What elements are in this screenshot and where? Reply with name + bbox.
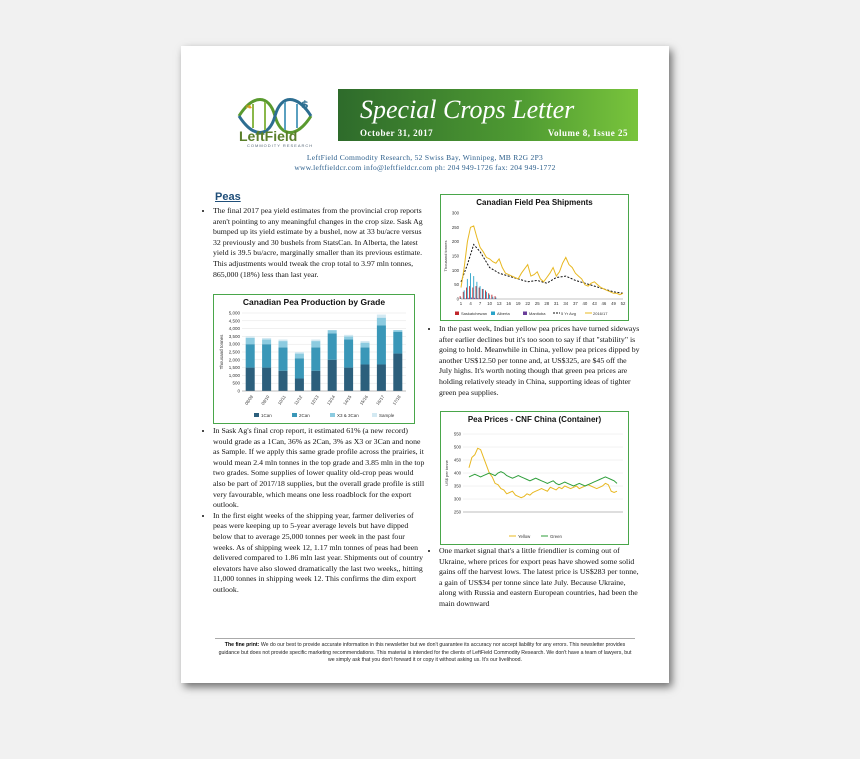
series-line <box>461 226 623 295</box>
x-tick-label: 52 <box>620 301 626 306</box>
x-tick-label: 08/09 <box>243 394 255 406</box>
bar <box>476 286 477 299</box>
legend-label: Saskatchewan <box>461 311 488 316</box>
bar-segment <box>311 340 320 342</box>
bar-segment <box>311 347 320 370</box>
issue-date: October 31, 2017 <box>360 128 434 138</box>
bar-segment <box>278 340 287 342</box>
x-tick-label: 40 <box>582 301 588 306</box>
bar <box>470 273 471 299</box>
y-tick-label: 1,000 <box>228 372 240 378</box>
bar <box>492 297 493 299</box>
legend-label: 5 Yr Avg <box>561 311 576 316</box>
bar <box>469 286 470 299</box>
y-tick-label: 4,000 <box>228 326 240 332</box>
bar-segment <box>344 336 353 339</box>
bar <box>474 298 475 299</box>
y-tick-label: 200 <box>451 239 459 245</box>
x-tick-label: 16 <box>506 301 512 306</box>
bar-segment <box>246 344 255 367</box>
legend-swatch <box>523 312 527 316</box>
list-item: • The final 2017 pea yield estimates from the provincial crop reports aren't pointing to any meaningful changes in the crop size. Sask Ag bumped up its yield estimate by a bushel, now at 33 bu/acre versus 32 previously and 30 bushels from StatsCan. In Alberta, the latest yield is 39.5 bu/acre, marginally smaller than its previous estimate. This adjustments would tweak the crop total to 3.97 mln tonnes, 865,000 (18%) less than last year. <box>213 206 427 280</box>
bar <box>463 292 464 299</box>
y-tick-label: 300 <box>453 496 461 502</box>
x-tick-label: 17/18 <box>391 394 402 406</box>
bar <box>461 298 462 299</box>
x-tick-label: 49 <box>611 301 616 306</box>
legend-label: X3 & 3Can <box>337 413 359 418</box>
y-axis-label: US$ per tonne <box>444 460 449 486</box>
y-tick-label: 2,500 <box>228 349 240 355</box>
bar <box>477 298 478 299</box>
y-tick-label: 250 <box>453 509 461 515</box>
bar-segment <box>393 332 402 354</box>
legend-label: Manitoba <box>529 311 546 316</box>
bar <box>495 296 496 299</box>
bar-segment <box>246 336 255 338</box>
legend-label: 2Can <box>299 413 310 418</box>
legend-swatch <box>455 312 459 316</box>
bar-segment <box>246 368 255 391</box>
bar-segment <box>278 347 287 370</box>
y-tick-label: 0 <box>237 388 240 394</box>
x-tick-label: 10/11 <box>276 394 287 406</box>
bar-segment <box>360 347 369 364</box>
bar-segment <box>360 343 369 348</box>
bar <box>479 288 480 299</box>
y-axis-label: Thousand tonnes <box>443 240 448 272</box>
bar <box>487 298 488 299</box>
bar-segment <box>377 325 386 364</box>
bar-segment <box>295 354 304 359</box>
left-column-bottom <box>205 426 427 596</box>
right-column-bottom <box>431 546 641 610</box>
bar-segment <box>295 352 304 354</box>
y-tick-label: 500 <box>453 444 461 450</box>
list-item: • One market signal that's a little friendlier is coming out of Ukraine, where prices for export peas have showed some solid gains off the harvest lows. The latest price is US$283 per tonne, a gain of US$34 per tonne since late July. Because Ukraine, along with Russia and eastern European countries, had been the main downward <box>439 546 641 610</box>
x-tick-label: 13 <box>496 301 502 306</box>
right-column-mid <box>431 324 641 398</box>
svg-text:❧: ❧ <box>245 102 254 113</box>
bar-segment <box>262 344 271 367</box>
y-tick-label: 100 <box>451 267 459 273</box>
bar-segment <box>295 358 304 378</box>
x-tick-label: 11/12 <box>293 394 304 406</box>
legend-swatch <box>491 312 495 316</box>
left-column-top <box>205 206 427 280</box>
bar <box>489 295 490 299</box>
y-tick-label: 450 <box>453 457 461 463</box>
y-tick-label: 2,000 <box>228 357 240 363</box>
legend-label: Sample <box>379 413 395 418</box>
legend-label: 2016/17 <box>593 311 608 316</box>
bar-segment <box>246 338 255 344</box>
bar-segment <box>328 333 337 360</box>
bar-segment <box>377 318 386 326</box>
y-tick-label: 350 <box>453 483 461 489</box>
y-tick-label: 400 <box>453 470 461 476</box>
bar <box>488 293 489 299</box>
x-tick-label: 09/10 <box>260 394 271 406</box>
series-line <box>469 472 617 486</box>
bar <box>460 296 461 299</box>
bar <box>491 295 492 299</box>
bar <box>465 298 466 299</box>
bar-segment <box>377 315 386 318</box>
y-tick-label: 150 <box>451 253 459 259</box>
bar-segment <box>377 364 386 391</box>
x-tick-label: 14/15 <box>342 394 353 406</box>
bar-segment <box>344 340 353 368</box>
x-tick-label: 15/16 <box>358 394 369 406</box>
section-title-peas: Peas <box>215 191 241 203</box>
bar <box>484 298 485 299</box>
list-item: • In Sask Ag's final crop report, it estimated 61% (a new record) would grade as a 1Can, 36% as 2Can, 3% as X3 or 3Can and none as Sample. If we apply this same grade profile across the prairies, it would mean 2.4 mln tonnes in the top grade and 3.85 mln in the top two grades. Some supplies of lower quality old-crop peas would also be part of 2017/18 supplies, but the overall grade profile is still very favourable, which means one less roadblock for the export outlook. <box>213 426 427 511</box>
bar <box>485 290 486 299</box>
bar-segment <box>262 368 271 391</box>
legend-label: Green <box>550 534 562 539</box>
x-tick-label: 34 <box>563 301 569 306</box>
bar-segment <box>360 364 369 391</box>
list-item: • In the past week, Indian yellow pea prices have turned sideways after earlier declines but it's too soon to say if that "stability" is going to hold. Meanwhile in China, yellow pea prices dipped by another US$12.50 per tonne and, at US$325, are $45 off the July highs. It's worth noting though that green pea prices are holding relatively steady in China, supporting ideas of tighter green pea supplies. <box>439 324 641 398</box>
y-tick-label: 1,500 <box>228 365 240 371</box>
bar <box>481 298 482 299</box>
bar-segment <box>344 335 353 337</box>
bar-segment <box>393 330 402 332</box>
x-tick-label: 19 <box>515 301 521 306</box>
list-item: • In the first eight weeks of the shipping year, farmer deliveries of peas were keeping up to 5-year average levels but have dipped below that to average 25,000 tonnes per week in the past four weeks. As of shipping week 12, 1.17 mln tonnes of peas had been delivered compared to 1.86 mln last year. Shipments out of country elevators have also slowed dramatically the last two weeks,, hitting 11,000 tonnes in shipping week 12. This confirms the dim export outlook. <box>213 511 427 596</box>
bar-segment <box>311 341 320 347</box>
bar <box>482 289 483 299</box>
shipments-chart-svg <box>441 195 628 320</box>
bar <box>483 289 484 299</box>
bar-segment <box>278 341 287 347</box>
prices-chart-svg <box>441 412 628 544</box>
y-tick-label: 0 <box>456 296 459 302</box>
legend-label: 1Can <box>261 413 272 418</box>
bar-segment <box>311 371 320 391</box>
production-chart-svg <box>214 295 414 423</box>
bar <box>486 292 487 299</box>
newsletter-title: Special Crops Letter <box>360 95 575 124</box>
bar-segment <box>393 354 402 391</box>
bar <box>480 286 481 299</box>
legend-swatch <box>254 413 259 417</box>
fine-print-label: The fine print: <box>224 642 260 648</box>
pea-shipments-chart <box>440 194 629 321</box>
y-tick-label: 250 <box>451 224 459 230</box>
legend-swatch <box>330 413 335 417</box>
y-tick-label: 3,500 <box>228 333 240 339</box>
title-banner <box>338 89 638 141</box>
x-tick-label: 22 <box>525 301 531 306</box>
bar-segment <box>344 368 353 391</box>
bar <box>495 298 496 299</box>
y-tick-label: 5,000 <box>228 310 240 316</box>
bar-segment <box>328 360 337 391</box>
bar-segment <box>360 341 369 343</box>
logo-wordmark: LeftField <box>239 128 298 144</box>
chart-title: Pea Prices - CNF China (Container) <box>467 415 602 424</box>
x-tick-label: 37 <box>572 301 578 306</box>
y-tick-label: 300 <box>451 210 459 216</box>
bar <box>464 290 465 299</box>
x-tick-label: 28 <box>544 301 550 306</box>
bar <box>468 298 469 299</box>
issue-volume: Volume 8, Issue 25 <box>547 128 628 138</box>
legend-label: Alberta <box>497 311 510 316</box>
x-tick-label: 16/17 <box>375 394 386 406</box>
pea-prices-chart <box>440 411 629 545</box>
logo-subtitle: COMMODITY RESEARCH <box>247 143 314 148</box>
x-tick-label: 1 <box>459 301 463 306</box>
fine-print <box>215 638 635 665</box>
y-tick-label: 3,000 <box>228 341 240 347</box>
bar-segment <box>295 379 304 391</box>
bar <box>467 279 468 299</box>
y-tick-label: 50 <box>454 282 459 288</box>
bar <box>473 276 474 299</box>
legend-swatch <box>292 413 297 417</box>
chart-title: Canadian Field Pea Shipments <box>476 198 593 207</box>
bar <box>466 288 467 299</box>
chart-title: Canadian Pea Production by Grade <box>242 297 386 307</box>
pea-production-chart <box>213 294 415 424</box>
x-tick-label: 7 <box>478 301 482 306</box>
x-tick-label: 10 <box>487 301 492 306</box>
bar <box>471 298 472 299</box>
x-tick-label: 13/14 <box>325 394 337 406</box>
bar-segment <box>262 340 271 345</box>
fine-print-text: We do our best to provide accurate information in this newsletter but we don't guarantee its accuracy nor accept liability for any errors. This newsletter provides guidance but does not provide specific marketing recommendations. This material is intended for the clients of LeftField Commodity Research. We don't have a team of lawyers, but we simply ask that you don't forward it or copy it without asking us. It's our livelihood. <box>218 642 632 664</box>
y-tick-label: 550 <box>453 431 461 437</box>
x-tick-label: 4 <box>469 301 472 306</box>
contact-line: www.leftfieldcr.com info@leftfieldcr.com ph: 204 949-1726 fax: 204 949-1772 <box>294 163 556 172</box>
x-tick-label: 12/13 <box>309 394 320 406</box>
y-axis-label: Thousand tonnes <box>219 334 224 370</box>
x-tick-label: 43 <box>592 301 597 306</box>
newsletter-page <box>181 46 669 683</box>
bar-segment <box>328 330 337 333</box>
address-line: LeftField Commodity Research, 52 Swiss Bay, Winnipeg, MB R2G 2P3 <box>306 153 544 162</box>
x-tick-label: 25 <box>534 301 540 306</box>
bar-segment <box>262 338 271 340</box>
svg-text:$: $ <box>301 98 309 111</box>
bar-segment <box>278 371 287 391</box>
bar <box>472 288 473 299</box>
bar <box>476 282 477 299</box>
y-tick-label: 500 <box>232 380 240 386</box>
x-tick-label: 46 <box>601 301 607 306</box>
legend-swatch <box>372 413 377 417</box>
legend-label: Yellow <box>518 534 531 539</box>
x-tick-label: 31 <box>553 301 559 306</box>
y-tick-label: 4,500 <box>228 318 240 324</box>
